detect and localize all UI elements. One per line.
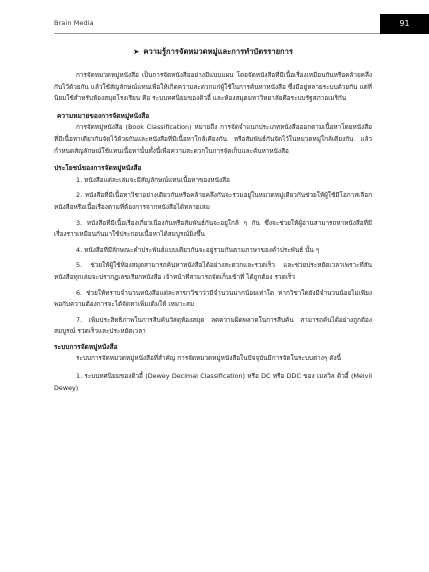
- benefit-item: 2. หนังสือที่มีเนื้อหาวิชาอย่างเดียวกันหรือคล้ายคลึงกันจะรวมอยู่ในหมวดหมู่เดียวกันช่วยให้ผู้ใช้มีโอกาสเลือกหนังสือหรือเนื้อเรื่องตามที่ต้องการจากหนังสือได้หลายเล่ม: [54, 191, 372, 211]
- intro-paragraph: การจัดหมวดหมู่หนังสือ เป็นการจัดหนังสืออย่างมีแบบแผน โดยจัดหนังสือที่มีเนื้อเรื่องเหมือนกันหรือคล้ายคลึงกันไว้ด้วยกัน แล้วใช้สัญลักษณ์แทนเพื่อให้เกิดความสะดวกแก่ผู้ใช้ในการค้นหาหนังสือ ซึ่งมีอยู่หลายระบบด้วยกัน แต่ที่นิยมใช้สำหรับห้องสมุดโรงเรียน คือ ระบบทศนิยมของดิวอี้ และห้องสมุดมหาวิทยาลัยคือระบบรัฐสภาอเมริกัน: [54, 71, 372, 103]
- meaning-paragraph: การจัดหมู่หนังสือ (Book Classification) หมายถึง การจัดจำแนกประเภทหนังสือออกตามเนื้อหาโดยหนังสือที่มีเนื้อหาเดียวกันจัดไว้ด้วยกันและหนังสือที่มีเนื้อหาใกล้เคียงกัน หรือสัมพันธ์กันจัดไว้ในหมวดหมู่ใกล้เคียงกัน แล้วกำหนดสัญลักษณ์ใช้แทนเนื้อหานั้นทั้งนี้เพื่อความสะดวกในการจัดเก็บและค้นหาหนังสือ: [54, 123, 372, 155]
- system-item: 1. ระบบทศนิยมของดิวอี้ (Dewey Decimal Classification) หรือ DC หรือ DDC ของ เมลวิล ดิวอี้ (Melvil Dewey): [54, 372, 372, 392]
- benefit-item: 4. หนังสือที่มีลักษณะคำประพันธ์แบบเดียวกันจะอยู่รวมกันตามภาษาของคำประพันธ์ นั้น ๆ: [76, 245, 320, 254]
- systems-intro: ระบบการจัดหมวดหมู่หนังสือที่สำคัญ การจัดหมวดหมู่หนังสือในปัจจุบันมีการจัดในระบบต่างๆ ดังนี้: [76, 354, 341, 363]
- page-header: [0, 14, 429, 34]
- benefits-heading: ประโยชน์ของการจัดหมู่หนังสือ: [54, 164, 142, 173]
- page-title: [54, 46, 372, 58]
- publisher-name: Brain Media: [54, 19, 94, 27]
- benefit-item: 3. หนังสือที่มีเนื้อเรื่องเกี่ยวเนื่องกันหรือสัมพันธ์กันจะอยู่ใกล้ ๆ กัน ซึ่งจะช่วยให้ผู้อ่านสามารถหาหนังสือที่มีเรื่องราวเหมือนกันมาใช้ประกอบเนื้อหาได้สมบูรณ์ยิ่งขึ้น: [54, 218, 372, 239]
- benefit-item: 1. หนังสือแต่ละเล่มจะมีสัญลักษณ์แทนเนื้อหาของหนังสือ: [76, 175, 230, 184]
- page-number: 91: [380, 14, 429, 34]
- benefit-item: 7. เพิ่มประสิทธิภาพในการสืบค้นวัสดุห้องสมุด ลดความผิดพลาดในการสืบค้น สามารถค้นได้อย่างถูกต้อง สมบูรณ์ รวดเร็วและประหยัดเวลา: [54, 315, 372, 336]
- systems-heading: ระบบการจัดหมู่หนังสือ: [54, 342, 118, 351]
- benefit-item: 6. ช่วยให้ทราบจำนวนหนังสือแต่ละสาขาวิชาว่ามีจำนวนมากน้อยเท่าใด หากวิชาใดยังมีจำนวนน้อยไม่เพียงพอกับความต้องการจะได้จัดหาเพิ่มเติมให้ เหมาะสม: [54, 288, 372, 309]
- benefit-item: 5. ช่วยให้ผู้ใช้ห้องสมุดสามารถค้นหาหนังสือได้อย่างสะดวกและรวดเร็ว และช่วยประหยัดเวลาเพราะที่สันหนังสือทุกเล่มจะปรากฏเลขเรียกหนังสือ เจ้าหน้าที่สามารถจัดเก็บเข้าที่ ได้ถูกต้อง รวดเร็ว: [54, 261, 372, 281]
- arrow-bullet-icon: ➤: [132, 47, 140, 56]
- meaning-heading: ความหมายของการจัดหมู่หนังสือ: [57, 111, 150, 120]
- page-content: [54, 46, 372, 398]
- page-title-text: ความรู้การจัดหมวดหมู่และการทำบัตรรายการ: [143, 47, 293, 56]
- header-rule: [54, 33, 384, 34]
